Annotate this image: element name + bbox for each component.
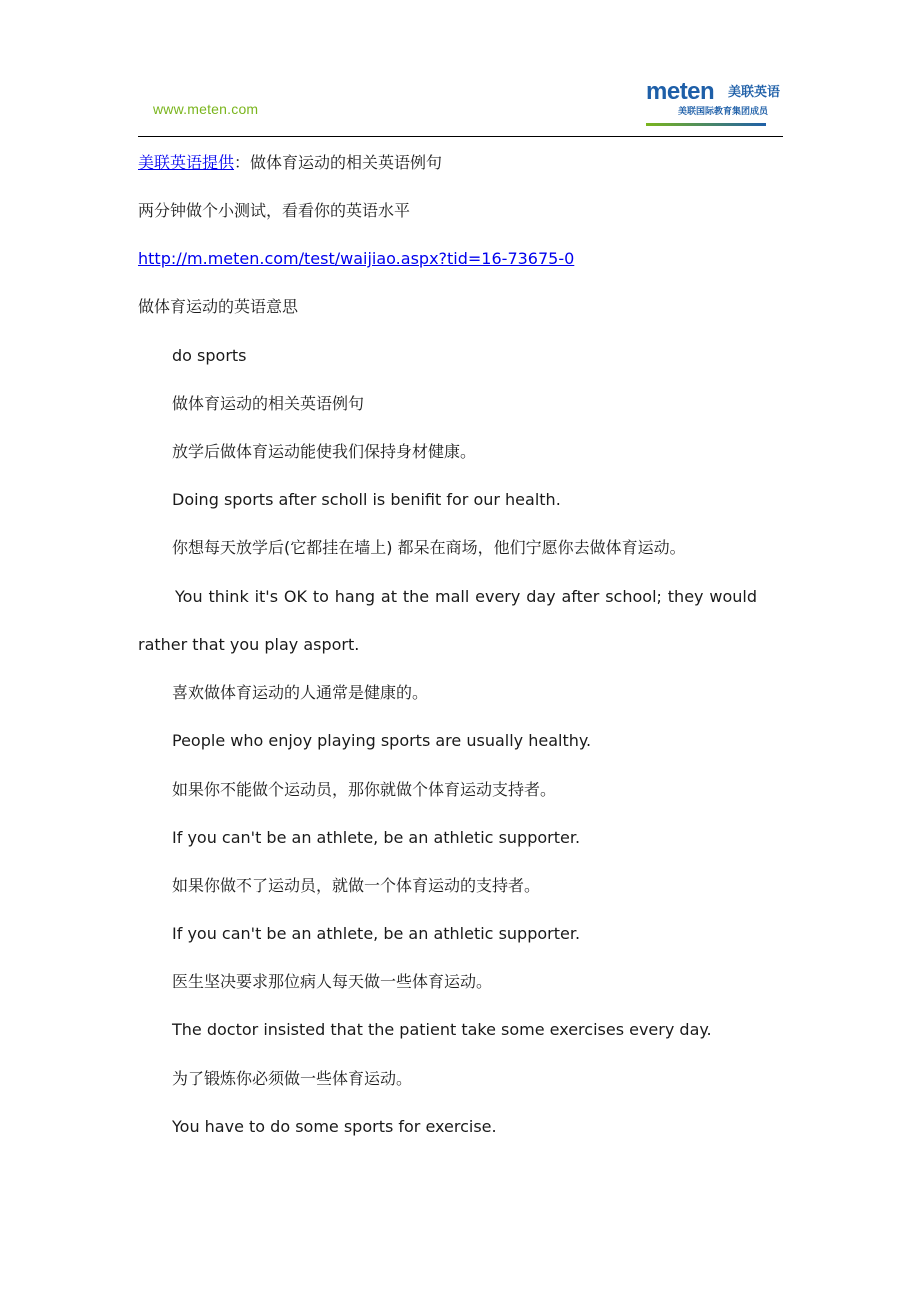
test-url-link[interactable]: http://m.meten.com/test/waijiao.aspx?tid=16-73675-0 — [138, 249, 575, 268]
logo-cn: 美联英语 — [728, 85, 781, 100]
meaning-heading: 做体育运动的英语意思 — [138, 297, 299, 316]
sentence-2-cn: 你想每天放学后(它都挂在墙上) 都呆在商场，他们宁愿你去做体育运动。 — [172, 538, 686, 557]
examples-heading: 做体育运动的相关英语例句 — [172, 394, 365, 413]
sentence-1-en: Doing sports after scholl is benifit for our health. — [172, 490, 561, 509]
logo-bar — [646, 123, 766, 126]
sentence-2-en-line-2: rather that you play asport. — [138, 635, 360, 654]
intro-text: ：做体育运动的相关英语例句 — [234, 153, 443, 172]
test-prompt: 两分钟做个小测试，看看你的英语水平 — [138, 201, 411, 220]
sentence-1-cn: 放学后做体育运动能使我们保持身材健康。 — [172, 442, 477, 461]
sentence-6-en: The doctor insisted that the patient take some exercises every day. — [172, 1020, 712, 1039]
sentence-3-en: People who enjoy playing sports are usually healthy. — [172, 731, 592, 750]
sentence-4-en: If you can't be an athlete, be an athletic supporter. — [172, 828, 581, 847]
sentence-5-cn: 如果你做不了运动员，就做一个体育运动的支持者。 — [172, 876, 541, 895]
header-url: www.meten.com — [153, 101, 259, 117]
sentence-5-en: If you can't be an athlete, be an athletic supporter. — [172, 924, 581, 943]
intro-link[interactable]: 美联英语提供 — [138, 153, 235, 172]
sentence-4-cn: 如果你不能做个运动员，那你就做个体育运动支持者。 — [172, 780, 557, 799]
sentence-7-en: You have to do some sports for exercise. — [172, 1117, 497, 1136]
header-rule — [138, 136, 783, 137]
sentence-3-cn: 喜欢做体育运动的人通常是健康的。 — [172, 683, 429, 702]
meten-logo — [646, 78, 781, 126]
translation: do sports — [172, 346, 247, 365]
intro-line — [138, 153, 442, 173]
sentence-7-cn: 为了锻炼你必须做一些体育运动。 — [172, 1069, 413, 1088]
sentence-2-en-line-1: You think it's OK to hang at the mall every day after school; they would — [175, 587, 757, 606]
logo-subtitle: 美联国际教育集团成员 — [678, 107, 769, 117]
logo-word: meten — [646, 78, 715, 105]
sentence-6-cn: 医生坚决要求那位病人每天做一些体育运动。 — [172, 972, 493, 991]
